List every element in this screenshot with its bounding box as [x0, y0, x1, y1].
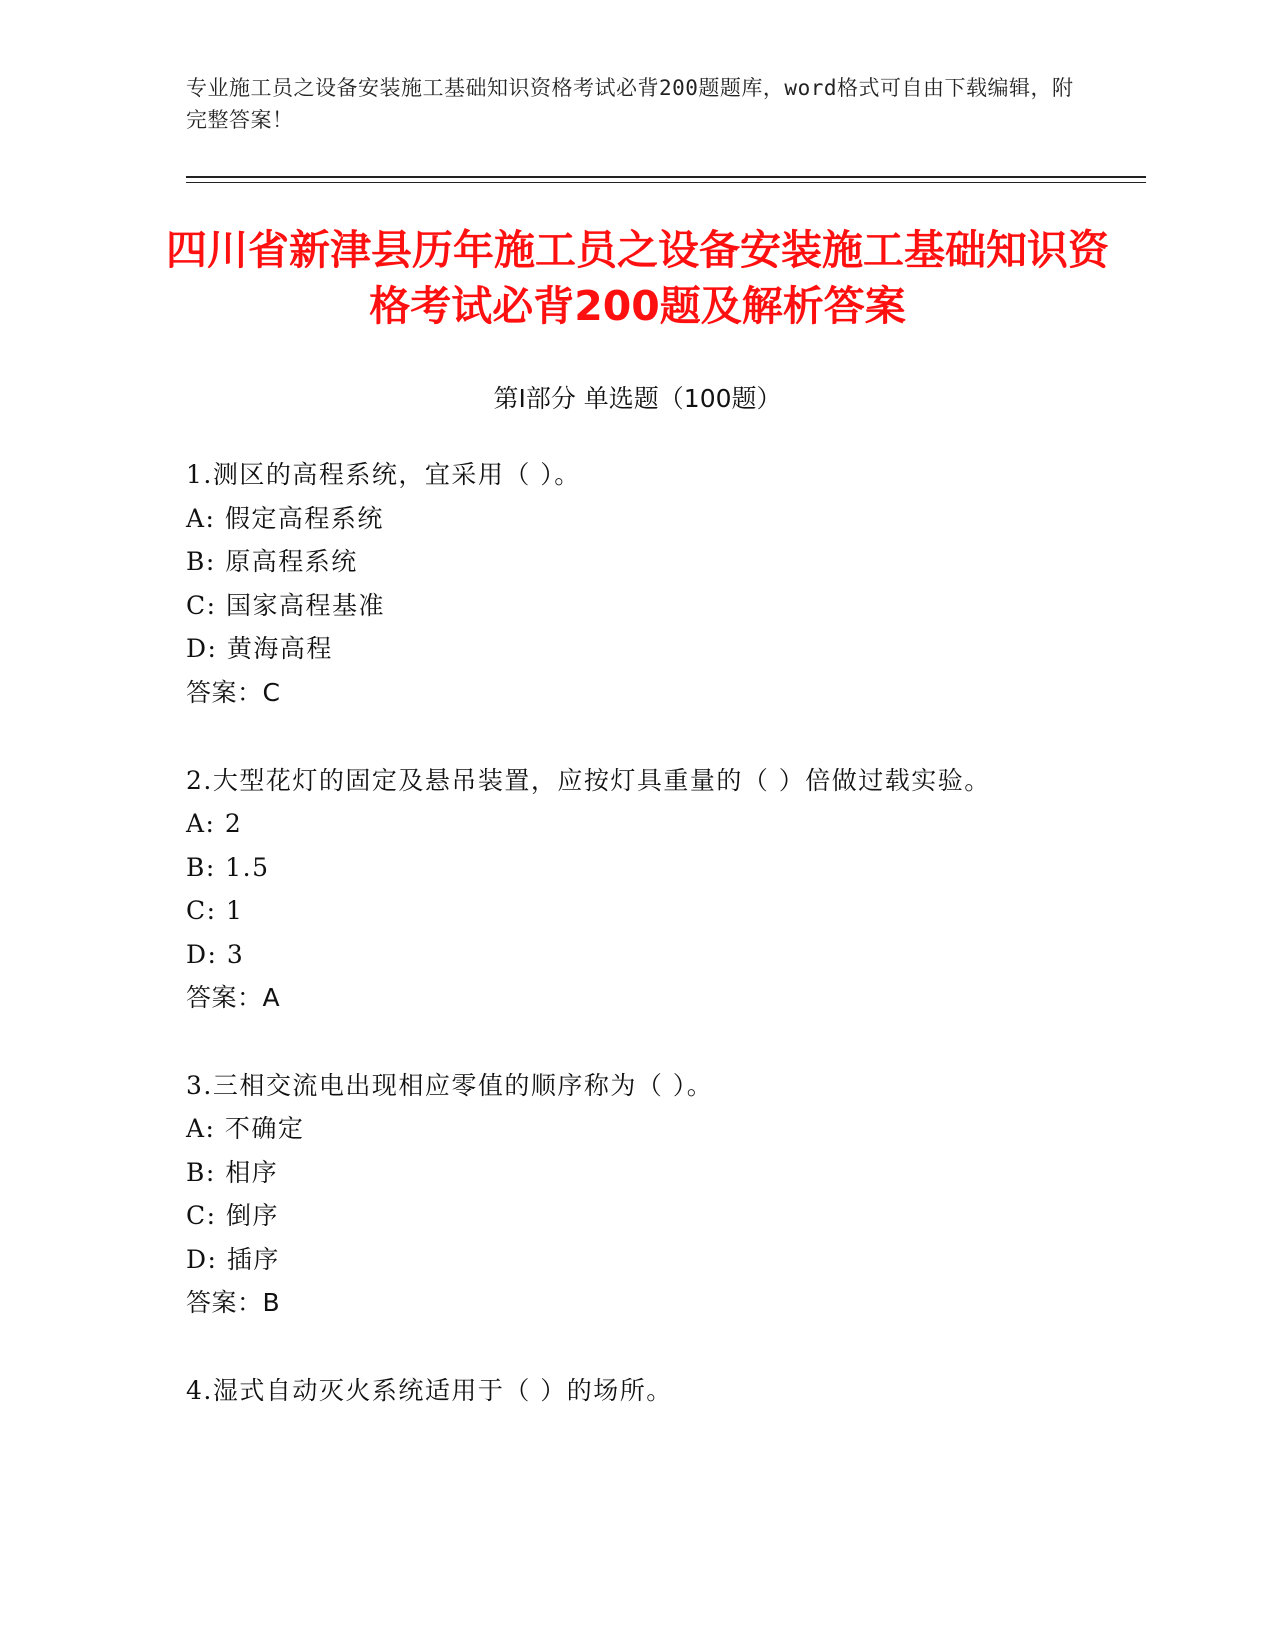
question-3-stem: 3.三相交流电出现相应零值的顺序称为（ ）。: [186, 1071, 714, 1100]
question-1-option-c: C: 国家高程基准: [186, 591, 385, 620]
question-2-option-b: B: 1.5: [186, 853, 270, 882]
question-3-option-d: D: 插序: [186, 1245, 280, 1274]
question-1-option-d: D: 黄海高程: [186, 634, 333, 663]
question-2-option-d: D: 3: [186, 940, 245, 969]
question-2-stem: 2.大型花灯的固定及悬吊装置，应按灯具重量的（ ）倍做过载实验。: [186, 766, 991, 795]
question-1-stem: 1.测区的高程系统，宜采用（ ）。: [186, 460, 581, 489]
header-divider-thin: [186, 182, 1146, 183]
document-title: 四川省新津县历年施工员之设备安装施工基础知识资格考试必背200题及解析答案: [166, 226, 1109, 330]
question-2-option-c: C: 1: [186, 896, 244, 925]
question-3-option-b: B: 相序: [186, 1158, 279, 1187]
header-divider-thick: [186, 176, 1146, 178]
question-4-stem: 4.湿式自动灭火系统适用于（ ）的场所。: [186, 1376, 673, 1405]
question-1-answer: 答案：C: [186, 678, 281, 707]
question-1-option-a: A: 假定高程系统: [186, 504, 384, 533]
question-3-option-a: A: 不确定: [186, 1114, 305, 1143]
question-2-answer: 答案：A: [186, 983, 281, 1012]
section-heading: 第Ⅰ部分 单选题（100题）: [493, 384, 782, 413]
question-3-answer: 答案：B: [186, 1288, 281, 1317]
question-2-option-a: A: 2: [186, 809, 243, 838]
question-1-option-b: B: 原高程系统: [186, 547, 358, 576]
header-note: 专业施工员之设备安装施工基础知识资格考试必背200题题库，word格式可自由下载编辑，附完整答案！: [186, 76, 1074, 132]
question-3-option-c: C: 倒序: [186, 1201, 279, 1230]
